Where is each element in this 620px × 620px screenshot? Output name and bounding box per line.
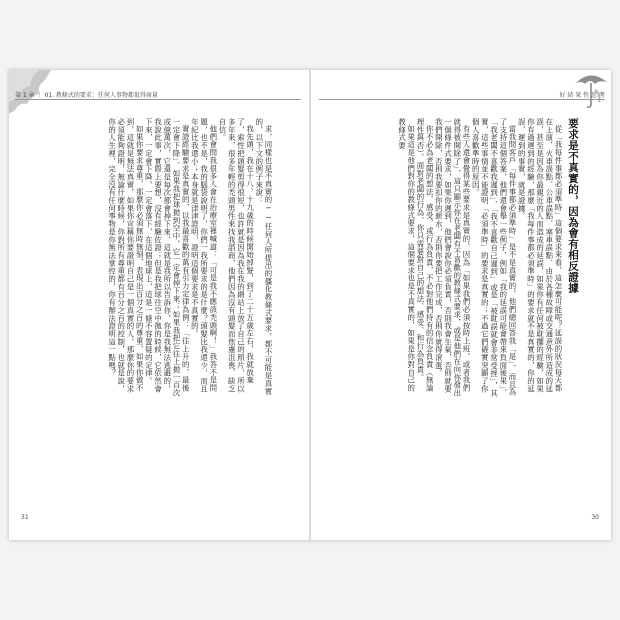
spine-gutter: [309, 70, 311, 540]
left-header-rule: [15, 99, 301, 100]
body-paragraph: 你不必為老闆的想法、感受、或行為負責，不必對他們持有的信念負責（無論理性與否），面對老闆的行為，你只需要對自己的想法、感受、和行為負責。: [415, 118, 435, 393]
right-page-number: 30: [591, 514, 599, 521]
right-running-head: 好 結 果 性 思 考: [559, 92, 605, 99]
body-paragraph: 實證經驗要求是真實的，以我最喜歡的萬有引力定律為例：「往上升的，最後一定會下降」，如果我把球拋到空中，它一定會掉下來；如果我把它往上拋一百次或億萬次，它還是每次都會掉下來，這就是我所以告訴你，你是我無法逃避的，我說此事，實際上要想，沒有經驗佐證；但是我把球往空中拋的時候，它依然會下來，一定會下降，一定會落下，在這個地球上，這是一條不容置疑的定律。: [144, 118, 191, 397]
right-page-body: [327, 118, 579, 400]
left-page-number: 31: [21, 514, 29, 521]
right-header-rule: [319, 99, 605, 100]
book-spread: [9, 70, 611, 540]
body-paragraph: 從「我每件事都必須準時」這個要求來看，這怎麼可能呢？延誤的狀況每天都在上演，火車誤點、公車誤點、塞車誤點、由於各種故障或交通意外所造成的延誤，甚至是因為你最親近的人而造成的延誤，如果你有任何被耽擱的經驗，如果你有過遲到的經驗，那麼「我每件事都必須準時」的要求就不是真實的，你的延誤、遲到的事實，就是證據。: [517, 118, 563, 393]
left-page-body: [67, 118, 273, 400]
body-paragraph: 他們會問我很多人會在治療室裡喊道：「可是我不應該禿頭啊！」我答不是問題，也不是，我的腦袋說明了，你們一我所要求的是什麼？頭髮比我還少，而且年紀比我還小；本身就是津津證明，證明這個要求是不真實的。: [190, 118, 218, 393]
body-paragraph: 如果你要求尊重，那麼你必須無時無刻，表現出百分之百的尊重，如果你做不到，這就是無法真實，如果你宣稱你要證明自己是一個真實的人，那麼你的要求必須能夠證明，無論什麼時候，你對所有尊重都有百分之百的控制，也就是說，你的人生裡，完全沒有任何事物是你無法掌控的，你有辦法證明這一點嗎？: [107, 118, 145, 393]
body-paragraph: 求，同樣也是不真實的──任何人所提出的僵化教條式要求，都不可能是真實的，以下文的例子來說：: [254, 118, 273, 396]
left-running-head: 第 1 章 ｜ 01. 教條式的要求：任何人事物都很得商量: [15, 92, 158, 99]
body-paragraph: 我先頭，我在十八、十九歲的時候開始掉髮，到了二十五歲左右，我就放棄了，索性把頭髮剪得很短，也許就是因為我在我的網站上放了自己的照片，所以多年來，很多年輕的禿頭男性來找我諮商，他們因為沒有頭髮而焦慮沮喪、缺乏自信。: [217, 118, 255, 393]
body-paragraph: 有些人還會覺得某些要求是真實的，因為「如果我們必須按時上班，或者我們就得被開除了」，這只顯示你在老闆有不喜歡的教條式要求，或是他們在向你發出一個條件式要求，如果你遲到，他們會說你必須負責，否則我會生氣，否則就要我們開除，否則我要扣你的薪水，否則你要把工作完成，否則你就得滾蛋。: [434, 118, 471, 397]
body-paragraph: 當我問客戶「每件事都必須準時」是不是真實的，他們總回答我「是」，而且為了支持這個答案，他們還會舉一些例子，例如「我的延誤可能會帶來負面後果」、「我老闆不喜歡我遲到」、「我不喜歡自己遲到」或是「被耽誤就會非常受挫」，其實，這些事情並不能證明「必須準時」的要求是真實的；不過它們確實突顯了你個人喜歡準時的原因。: [471, 118, 517, 398]
body-paragraph: 如果這是他們對你的教條式要求，這個要求也是不真實的，如果是你對自己的教條式要: [397, 118, 416, 393]
section-heading: 要求是不真實的，因為會有相反證據: [567, 118, 579, 294]
